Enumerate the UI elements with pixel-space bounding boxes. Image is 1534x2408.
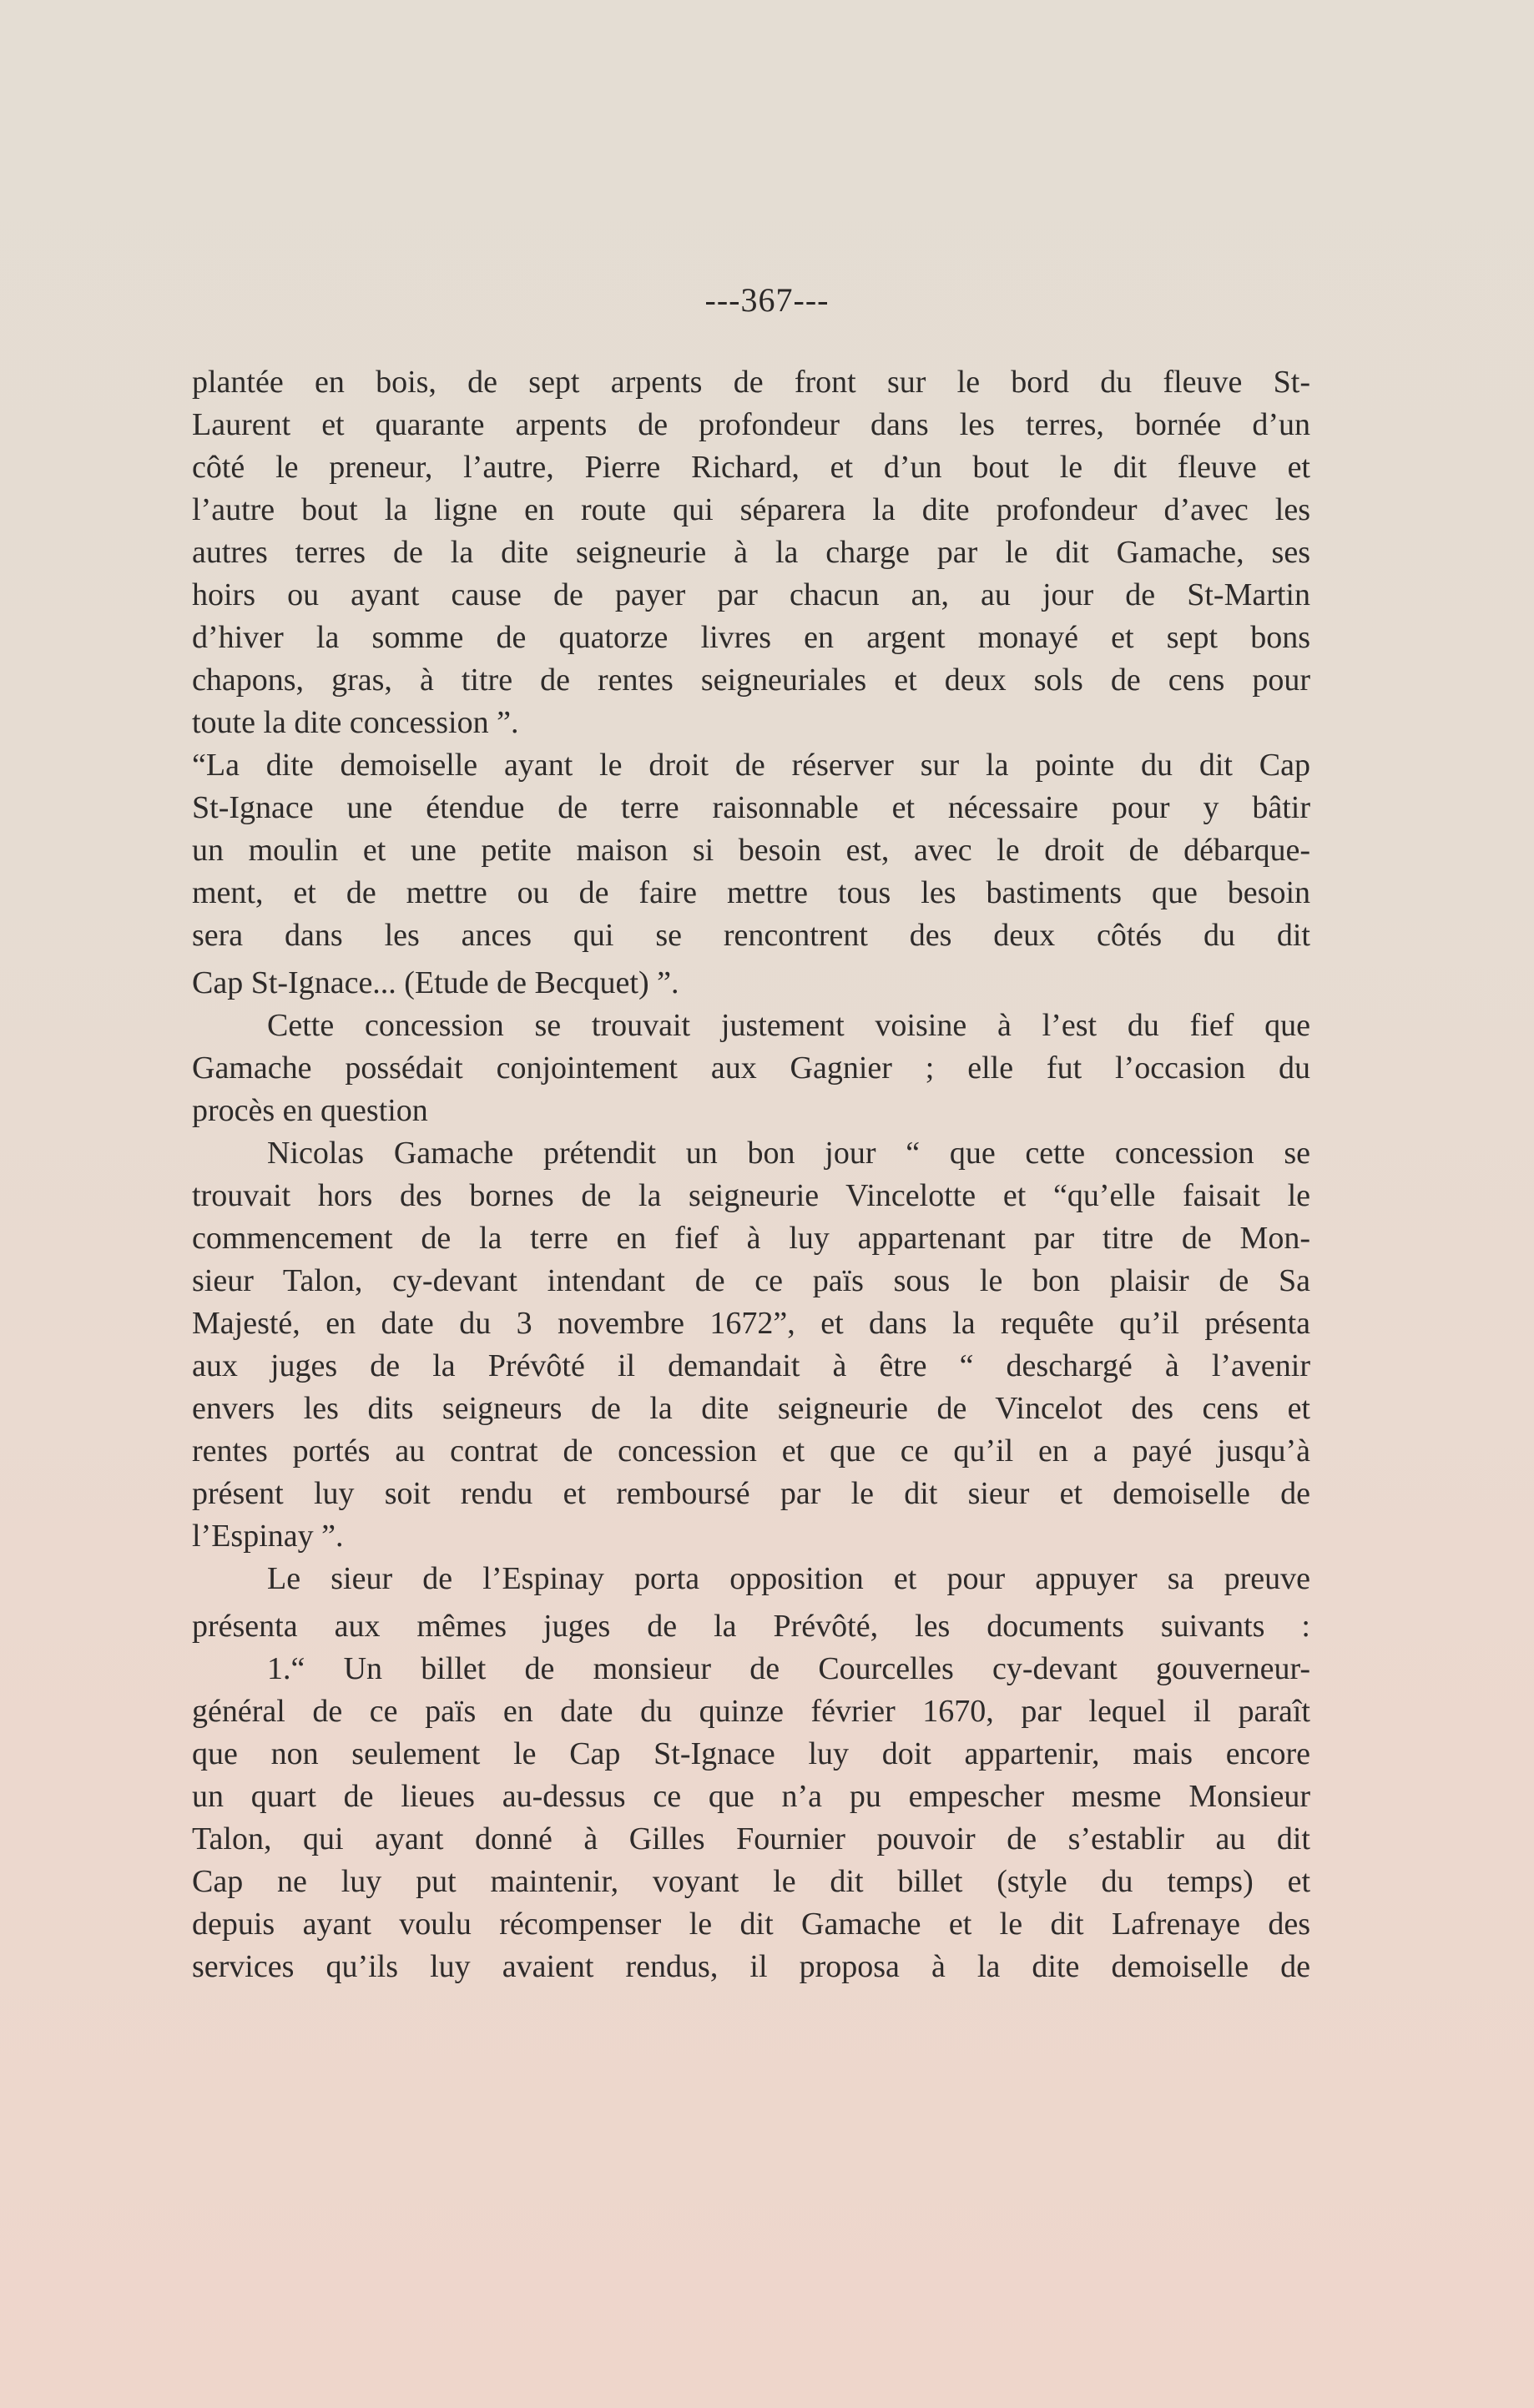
text-line: Cap St-Ignace... (Etude de Becquet) ”. — [192, 965, 679, 1000]
text-line: “La dite demoiselle ayant le droit de réserver sur la pointe du dit Cap — [192, 748, 1310, 783]
text-line: rentes portés au contrat de concession et que ce qu’il en a payé jusqu’à — [192, 1433, 1310, 1468]
text-line: aux juges de la Prévôté il demandait à être “ deschargé à l’avenir — [192, 1348, 1310, 1383]
text-line: l’Espinay ”. — [192, 1519, 344, 1554]
text-line: chapons, gras, à titre de rentes seigneuriales et deux sols de cens pour — [192, 662, 1310, 698]
text-line: d’hiver la somme de quatorze livres en argent monayé et sept bons — [192, 620, 1310, 655]
text-line: sera dans les ances qui se rencontrent des deux côtés du dit — [192, 918, 1310, 953]
text-line: toute la dite concession ”. — [192, 705, 519, 740]
text-line: commencement de la terre en fief à luy appartenant par titre de Mon- — [192, 1221, 1310, 1256]
page-number: ---367--- — [704, 281, 830, 319]
text-line: ment, et de mettre ou de faire mettre tous les bastiments que besoin — [192, 875, 1310, 910]
text-line: procès en question — [192, 1093, 428, 1128]
text-line: depuis ayant voulu récompenser le dit Gamache et le dit Lafrenaye des — [192, 1907, 1310, 1942]
text-line: l’autre bout la ligne en route qui séparera la dite profondeur d’avec les — [192, 492, 1310, 527]
text-line: un moulin et une petite maison si besoin est, avec le droit de débarque- — [192, 833, 1310, 868]
text-line: services qu’ils luy avaient rendus, il proposa à la dite demoiselle de — [192, 1949, 1310, 1984]
text-line: Talon, qui ayant donné à Gilles Fournier pouvoir de s’establir au dit — [192, 1821, 1310, 1856]
text-line: hoirs ou ayant cause de payer par chacun an, au jour de St-Martin — [192, 577, 1310, 612]
text-line: présenta aux mêmes juges de la Prévôté, les documents suivants : — [192, 1609, 1310, 1644]
text-line: 1.“ Un billet de monsieur de Courcelles cy-devant gouverneur- — [267, 1651, 1310, 1686]
text-line: Gamache possédait conjointement aux Gagnier ; elle fut l’occasion du — [192, 1050, 1310, 1086]
text-line: Cette concession se trouvait justement voisine à l’est du fief que — [267, 1008, 1310, 1043]
text-line: Laurent et quarante arpents de profondeur dans les terres, bornée d’un — [192, 407, 1310, 442]
text-line: envers les dits seigneurs de la dite seigneurie de Vincelot des cens et — [192, 1391, 1310, 1426]
body-text — [192, 361, 1310, 1988]
text-line: Cap ne luy put maintenir, voyant le dit billet (style du temps) et — [192, 1864, 1310, 1899]
text-line: que non seulement le Cap St-Ignace luy doit appartenir, mais encore — [192, 1736, 1310, 1771]
text-line: autres terres de la dite seigneurie à la charge par le dit Gamache, ses — [192, 535, 1310, 570]
text-line: présent luy soit rendu et remboursé par le dit sieur et demoiselle de — [192, 1476, 1310, 1511]
text-line: St-Ignace une étendue de terre raisonnable et nécessaire pour y bâtir — [192, 790, 1310, 825]
text-line: sieur Talon, cy-devant intendant de ce païs sous le bon plaisir de Sa — [192, 1263, 1310, 1298]
text-line: plantée en bois, de sept arpents de front sur le bord du fleuve St- — [192, 365, 1310, 400]
text-line: Nicolas Gamache prétendit un bon jour “ que cette concession se — [267, 1136, 1310, 1171]
text-line: général de ce païs en date du quinze février 1670, par lequel il paraît — [192, 1694, 1310, 1729]
text-line: Le sieur de l’Espinay porta opposition et pour appuyer sa preuve — [267, 1561, 1310, 1596]
text-line: trouvait hors des bornes de la seigneurie Vincelotte et “qu’elle faisait le — [192, 1178, 1310, 1213]
text-line: côté le preneur, l’autre, Pierre Richard, et d’un bout le dit fleuve et — [192, 450, 1310, 485]
text-line: Majesté, en date du 3 novembre 1672”, et dans la requête qu’il présenta — [192, 1306, 1310, 1341]
text-line: un quart de lieues au-dessus ce que n’a pu empescher mesme Monsieur — [192, 1779, 1310, 1814]
